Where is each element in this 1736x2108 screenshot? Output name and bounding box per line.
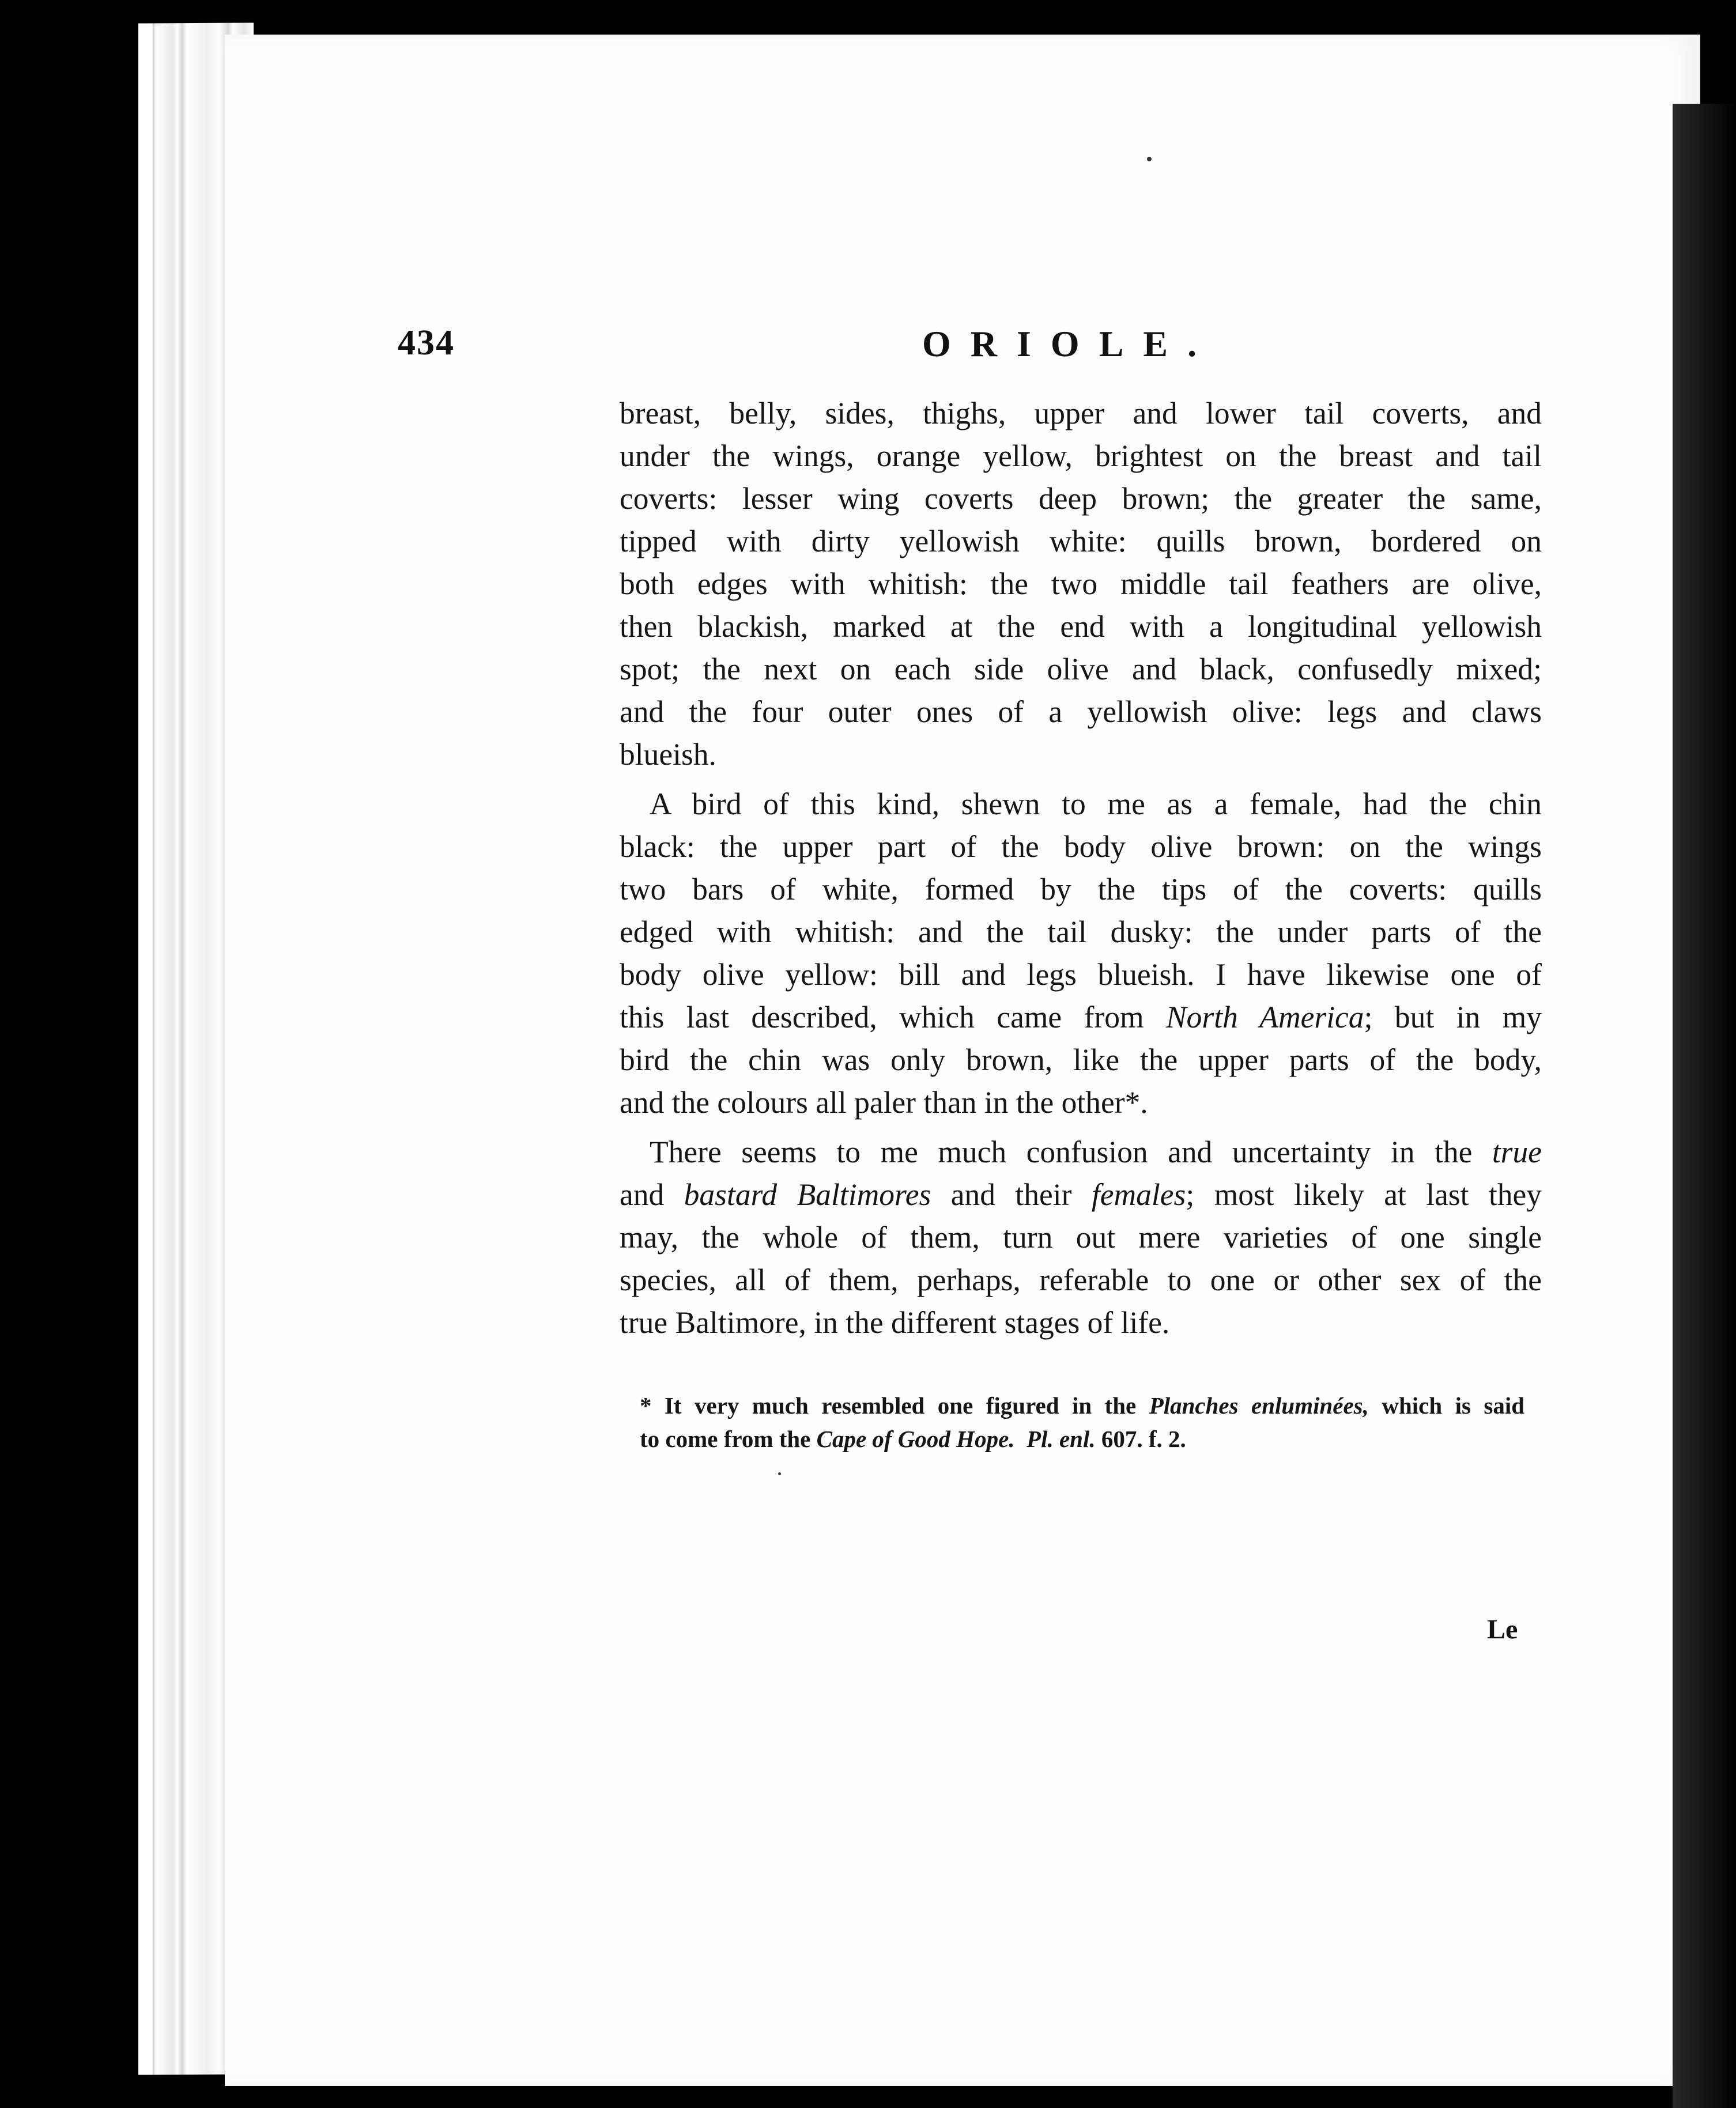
body-text: [620, 392, 1542, 1344]
page-number: 434: [398, 323, 455, 362]
text-line: black: the upper part of the body olive brown: on the wings: [620, 829, 1542, 864]
text-line: tipped with dirty yellowish white: quills brown, bordered on: [620, 524, 1542, 558]
text-line: and the colours all paler than in the other*.: [620, 1085, 1148, 1120]
text-line: both edges with whitish: the two middle tail feathers are olive,: [620, 566, 1542, 601]
text-line: coverts: lesser wing coverts deep brown; the greater the same,: [620, 481, 1542, 516]
running-head: ORIOLE.: [922, 323, 1217, 364]
text-line: under the wings, orange yellow, brightest on the breast and tail: [620, 439, 1542, 473]
text-line: blueish.: [620, 737, 716, 772]
text-line: this last described, which came from North America; but in my: [620, 1000, 1542, 1034]
ink-speck: [778, 1472, 781, 1475]
text-line: breast, belly, sides, thighs, upper and lower tail coverts, and: [620, 396, 1542, 430]
italic-term: females: [1091, 1177, 1186, 1212]
catchword: Le: [1487, 1614, 1518, 1645]
footnote-line: * It very much resembled one figured in the Planches enluminées, which is said: [640, 1392, 1525, 1419]
text-line: body olive yellow: bill and legs blueish. I have likewise one of: [620, 957, 1542, 992]
paragraph: [620, 783, 1542, 1124]
text-line: spot; the next on each side olive and black, confusedly mixed;: [620, 652, 1542, 686]
footnote: [640, 1389, 1524, 1456]
paragraph: [620, 392, 1542, 776]
text-line: two bars of white, formed by the tips of the coverts: quills: [620, 872, 1542, 906]
footnote-line: to come from the Cape of Good Hope. Pl. enl. 607. f. 2.: [640, 1426, 1186, 1452]
text-line: may, the whole of them, turn out mere varieties of one single: [620, 1220, 1542, 1255]
text-line: species, all of them, perhaps, referable to one or other sex of the: [620, 1263, 1542, 1297]
italic-term: bastard Baltimores: [684, 1177, 931, 1212]
text-line: and bastard Baltimores and their females; most likely at last they: [620, 1177, 1542, 1212]
text-line: and the four outer ones of a yellowish olive: legs and claws: [620, 694, 1542, 729]
text-line: then blackish, marked at the end with a longitudinal yellowish: [620, 609, 1542, 644]
paragraph: [620, 1131, 1542, 1344]
italic-term: true: [1492, 1135, 1542, 1169]
ink-speck: [1147, 157, 1152, 161]
italic-place-name: North America: [1166, 1000, 1364, 1034]
text-line: A bird of this kind, shewn to me as a female, had the chin: [650, 787, 1542, 821]
text-line: bird the chin was only brown, like the upper parts of the body,: [620, 1042, 1542, 1077]
text-line: edged with whitish: and the tail dusky: the under parts of the: [620, 915, 1542, 949]
page-header: [0, 323, 1736, 375]
text-line: There seems to me much confusion and uncertainty in the true: [650, 1135, 1542, 1169]
text-line: true Baltimore, in the different stages of life.: [620, 1305, 1170, 1340]
binding-shadow: [1673, 104, 1736, 2108]
